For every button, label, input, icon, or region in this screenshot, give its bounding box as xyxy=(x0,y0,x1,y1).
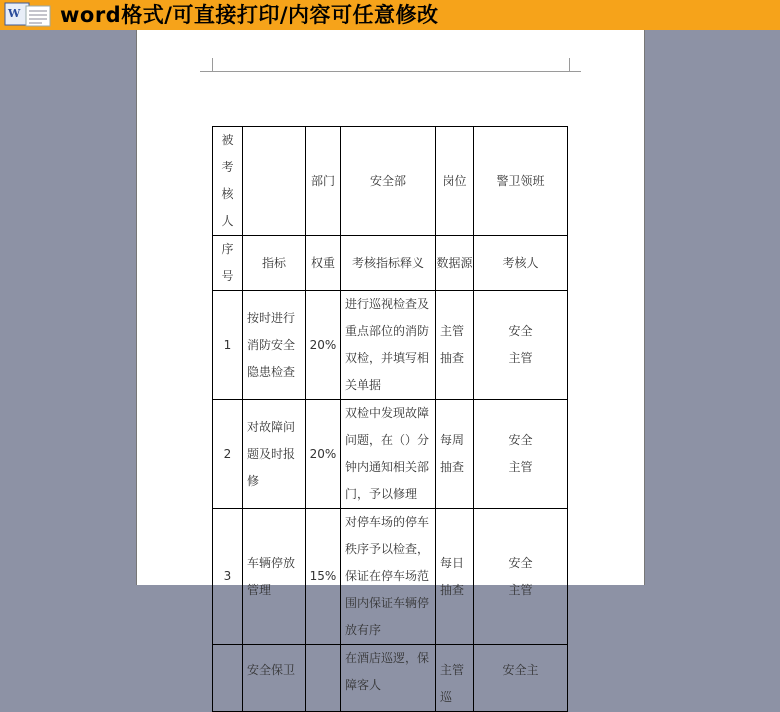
margin-mark-right xyxy=(569,58,570,71)
post-value: 警卫领班 xyxy=(474,127,568,236)
row-assessor: 安全主管 xyxy=(474,400,568,509)
row-indicator: 车辆停放管理 xyxy=(243,509,306,645)
table-row xyxy=(213,645,568,712)
dept-value: 安全部 xyxy=(341,127,436,236)
row-weight: 20% xyxy=(306,291,341,400)
row-weight: 15% xyxy=(306,509,341,645)
header-weight: 权重 xyxy=(306,236,341,291)
assessee-name-cell xyxy=(243,127,306,236)
row-desc: 进行巡视检查及重点部位的消防双检，并填写相关单据 xyxy=(341,291,436,400)
row-indicator: 对故障问题及时报修 xyxy=(243,400,306,509)
margin-mark-right-h xyxy=(569,71,581,72)
margin-mark-left xyxy=(212,58,213,71)
row-source: 每日抽查 xyxy=(436,509,474,645)
header-rule xyxy=(212,71,569,72)
banner-title: word格式/可直接打印/内容可任意修改 xyxy=(60,3,439,27)
row-weight xyxy=(306,645,341,712)
table-row xyxy=(213,400,568,509)
assessment-table xyxy=(212,126,568,712)
row-assessor: 安全主管 xyxy=(474,291,568,400)
table-header-row xyxy=(213,236,568,291)
banner xyxy=(0,0,780,30)
header-source: 数据源 xyxy=(436,236,474,291)
svg-text:W: W xyxy=(8,7,21,20)
row-indicator: 按时进行消防安全隐患检查 xyxy=(243,291,306,400)
row-assessor: 安全主管 xyxy=(474,509,568,645)
row-no: 2 xyxy=(213,400,243,509)
row-assessor: 安全主 xyxy=(474,645,568,712)
assessee-label: 被考核人 xyxy=(221,133,234,228)
margin-mark-left-h xyxy=(200,71,212,72)
row-desc: 在酒店巡逻，保障客人 xyxy=(341,645,436,712)
row-source: 每周抽查 xyxy=(436,400,474,509)
row-desc: 对停车场的停车秩序予以检查，保证在停车场范围内保证车辆停放有序 xyxy=(341,509,436,645)
dept-label: 部门 xyxy=(306,127,341,236)
row-weight: 20% xyxy=(306,400,341,509)
header-desc: 考核指标释义 xyxy=(341,236,436,291)
header-indicator: 指标 xyxy=(243,236,306,291)
row-no: 1 xyxy=(213,291,243,400)
header-no: 序号 xyxy=(221,242,234,283)
word-doc-icon xyxy=(4,2,54,28)
table-row xyxy=(213,291,568,400)
row-no xyxy=(213,645,243,712)
table-row xyxy=(213,509,568,645)
table-row xyxy=(213,127,568,236)
row-source: 主管抽查 xyxy=(436,291,474,400)
post-label: 岗位 xyxy=(436,127,474,236)
row-desc: 双检中发现故障问题，在（）分钟内通知相关部门，予以修理 xyxy=(341,400,436,509)
row-no: 3 xyxy=(213,509,243,645)
header-assessor: 考核人 xyxy=(474,236,568,291)
row-indicator: 安全保卫 xyxy=(243,645,306,712)
row-source: 主管巡 xyxy=(436,645,474,712)
